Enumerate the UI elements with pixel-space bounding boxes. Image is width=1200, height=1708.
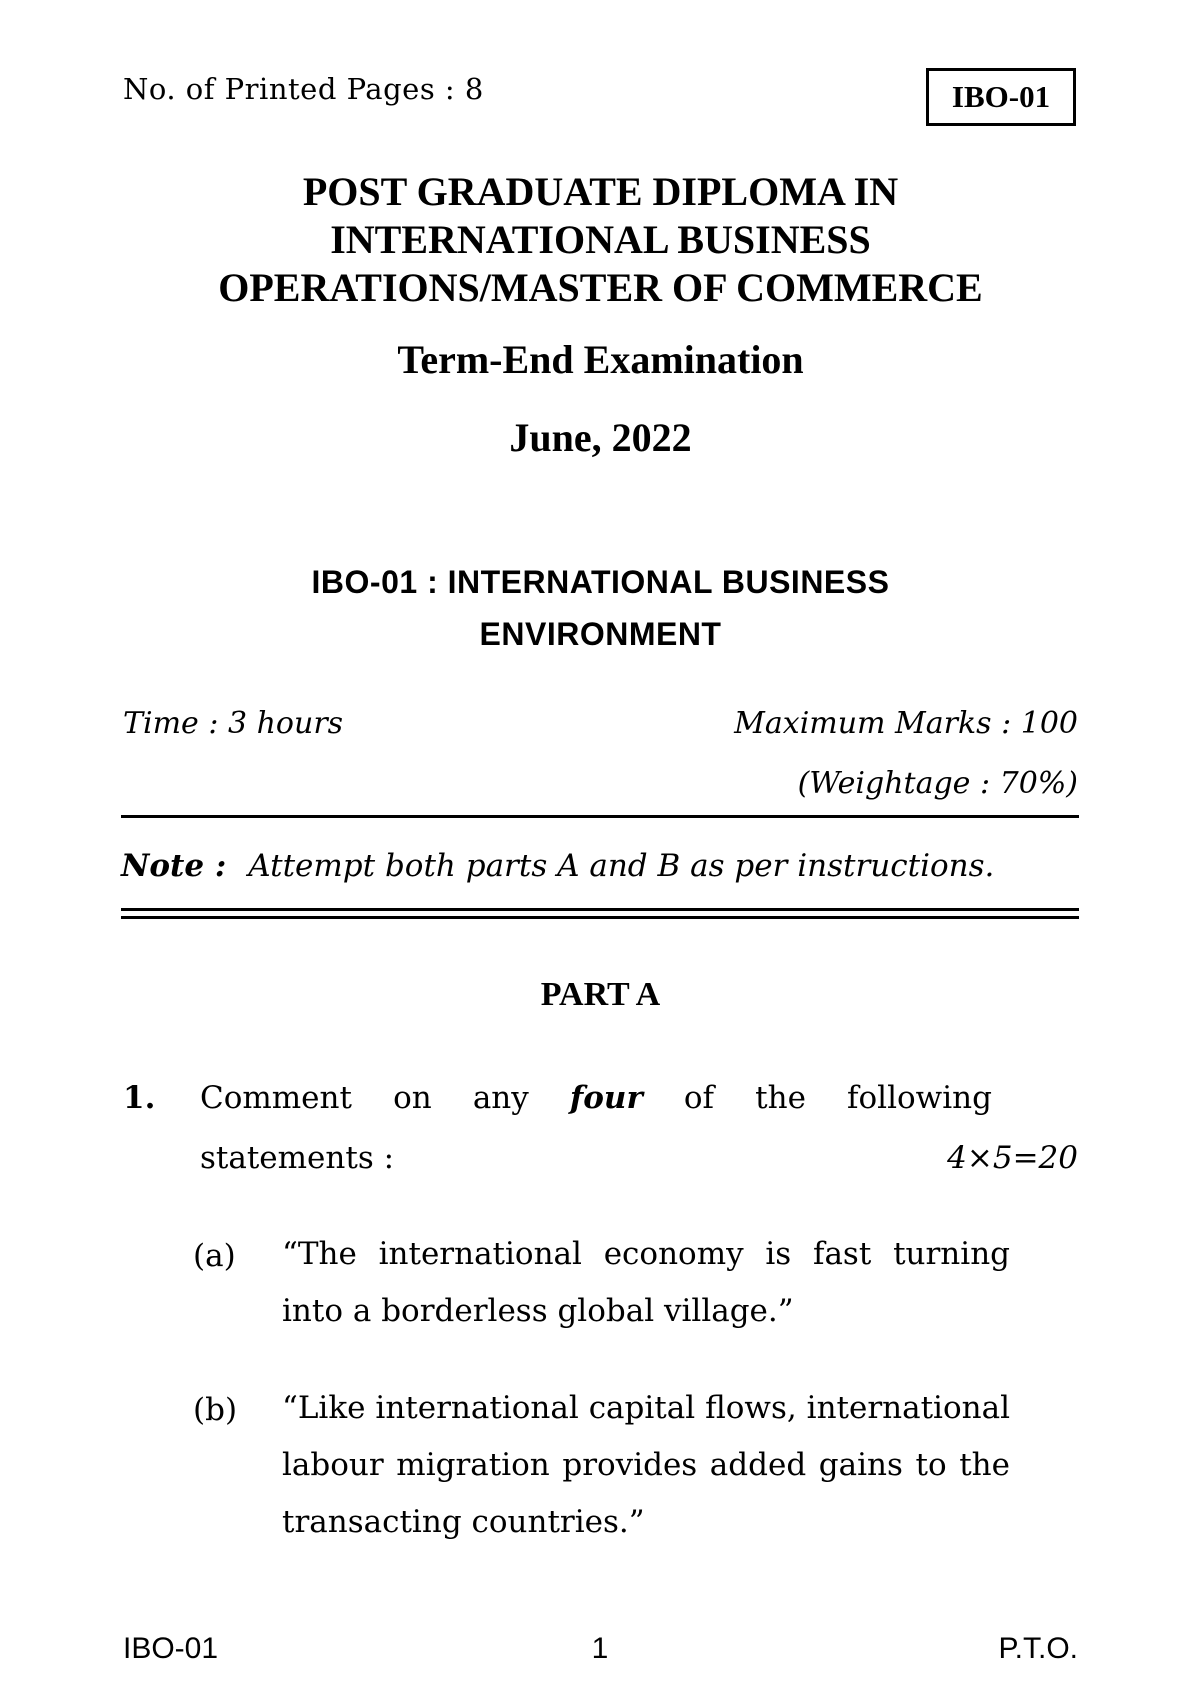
question-word: any [472, 1080, 529, 1116]
programme-title-line: POST GRADUATE DIPLOMA IN [302, 169, 899, 214]
course-title-line: ENVIRONMENT [479, 616, 722, 652]
question-number: 1. [123, 1080, 156, 1116]
time-allowed: Time : 3 hours [123, 706, 344, 741]
subpart-label: (b) [193, 1392, 238, 1428]
subpart-statement: “Like international capital flows, international labour migration provides added gains to the transacting countries.” [282, 1390, 1010, 1540]
double-rule-top [121, 908, 1079, 911]
course-title-line: IBO-01 : INTERNATIONAL BUSINESS [311, 564, 890, 600]
exam-date: June, 2022 [509, 415, 692, 460]
question-word: of [683, 1080, 715, 1116]
paper-code-box: IBO-01 [926, 68, 1076, 126]
subpart-label: (a) [193, 1238, 236, 1274]
weightage: (Weightage : 70%) [797, 766, 1078, 801]
instructions-note [121, 848, 994, 884]
footer-pto: P.T.O. [998, 1632, 1078, 1665]
part-title: PART A [540, 976, 661, 1013]
programme-title-line: OPERATIONS/MASTER OF COMMERCE [218, 265, 983, 310]
question-word: the [755, 1080, 806, 1116]
question-emphasis-word: four [569, 1080, 643, 1116]
double-rule-bottom [121, 916, 1079, 919]
question-marks: 4×5=20 [947, 1140, 1078, 1176]
printed-pages-count: No. of Printed Pages : 8 [123, 72, 484, 106]
course-title [123, 556, 1078, 660]
question-stem-line1 [200, 1080, 992, 1116]
question-word: following [847, 1080, 992, 1116]
maximum-marks: Maximum Marks : 100 [734, 706, 1078, 741]
footer-page-number: 1 [591, 1632, 609, 1665]
exam-title: Term-End Examination [397, 337, 804, 382]
programme-title [123, 168, 1078, 312]
subpart-statement: “The international economy is fast turning into a borderless global village.” [282, 1236, 1010, 1329]
question-stem-line2: statements : [200, 1140, 395, 1176]
question-word: Comment [200, 1080, 352, 1116]
note-label: Note : [121, 848, 227, 884]
divider-rule [121, 815, 1079, 818]
note-text: Attempt both parts A and B as per instructions. [248, 848, 995, 884]
question-word: on [393, 1080, 432, 1116]
footer-paper-code: IBO-01 [123, 1632, 219, 1665]
programme-title-line: INTERNATIONAL BUSINESS [330, 217, 871, 262]
